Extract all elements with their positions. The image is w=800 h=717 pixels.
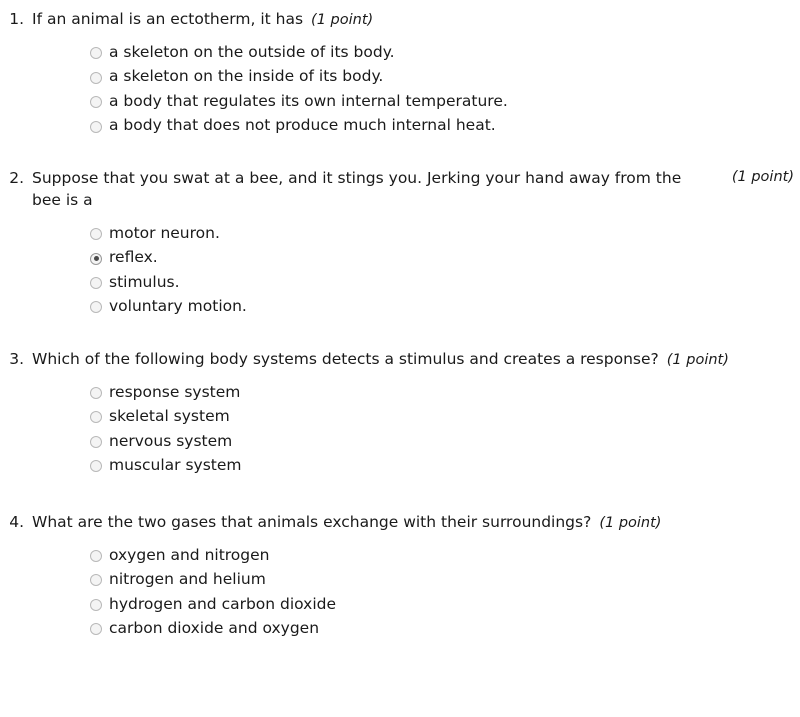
- radio-icon[interactable]: [90, 387, 102, 399]
- question-points: (1 point): [311, 12, 374, 28]
- option-label: a body that does not produce much internal heat.: [109, 116, 496, 135]
- question-text: If an animal is an ectotherm, it has: [32, 10, 304, 28]
- list-item[interactable]: [6, 65, 794, 87]
- question-header: [6, 167, 794, 212]
- option-label: response system: [109, 382, 241, 401]
- option-list: [6, 41, 794, 137]
- question-text-wrap: [32, 348, 794, 371]
- option-label: hydrogen and carbon dioxide: [109, 594, 337, 613]
- option-label: reflex.: [109, 248, 158, 267]
- option-label: a skeleton on the inside of its body.: [109, 67, 384, 86]
- radio-icon[interactable]: [90, 550, 102, 562]
- radio-icon[interactable]: [90, 253, 102, 265]
- list-item[interactable]: [6, 405, 794, 427]
- option-list: [6, 544, 794, 640]
- radio-icon[interactable]: [90, 436, 102, 448]
- question-number: 4.: [9, 512, 24, 531]
- question-block: [6, 348, 794, 477]
- radio-icon[interactable]: [90, 411, 102, 423]
- question-header: [6, 348, 794, 371]
- list-item[interactable]: [6, 544, 794, 566]
- question-block: [6, 167, 794, 318]
- list-item[interactable]: [6, 593, 794, 615]
- question-text: Which of the following body systems detects a stimulus and creates a response?: [32, 349, 659, 368]
- option-label: nitrogen and helium: [109, 570, 266, 589]
- radio-icon[interactable]: [90, 301, 102, 313]
- list-item[interactable]: [6, 568, 794, 590]
- question-header: [6, 8, 794, 31]
- list-item[interactable]: [6, 114, 794, 136]
- question-points: (1 point): [599, 514, 662, 531]
- radio-icon[interactable]: [90, 228, 102, 240]
- question-text: Suppose that you swat at a bee, and it stings you. Jerking your hand away from the bee is a: [32, 168, 682, 210]
- radio-icon[interactable]: [90, 574, 102, 586]
- question-block: [6, 8, 794, 137]
- list-item[interactable]: [6, 246, 794, 268]
- option-list: [6, 381, 794, 477]
- radio-icon[interactable]: [90, 47, 102, 59]
- list-item[interactable]: [6, 430, 794, 452]
- question-number: 3.: [9, 349, 24, 368]
- question-text-wrap: [32, 167, 794, 212]
- question-number: 1.: [9, 10, 24, 28]
- question-points: (1 point): [666, 351, 729, 368]
- question-points: (1 point): [731, 168, 794, 185]
- option-label: muscular system: [109, 456, 242, 475]
- list-item[interactable]: [6, 381, 794, 403]
- radio-icon[interactable]: [90, 277, 102, 289]
- option-label: a skeleton on the outside of its body.: [109, 43, 395, 62]
- list-item[interactable]: [6, 271, 794, 293]
- radio-icon[interactable]: [90, 599, 102, 611]
- radio-icon[interactable]: [90, 460, 102, 472]
- radio-icon[interactable]: [90, 121, 102, 133]
- radio-icon[interactable]: [90, 72, 102, 84]
- list-item[interactable]: [6, 41, 794, 63]
- radio-icon[interactable]: [90, 623, 102, 635]
- option-label: skeletal system: [109, 407, 230, 426]
- question-header: [6, 511, 794, 534]
- list-item[interactable]: [6, 454, 794, 476]
- option-label: motor neuron.: [109, 223, 220, 242]
- option-label: oxygen and nitrogen: [109, 545, 270, 564]
- option-label: a body that regulates its own internal temperature.: [109, 91, 508, 110]
- question-text-wrap: [32, 8, 794, 31]
- option-list: [6, 222, 794, 318]
- option-label: stimulus.: [109, 272, 180, 291]
- list-item[interactable]: [6, 295, 794, 317]
- list-item[interactable]: [6, 90, 794, 112]
- option-label: carbon dioxide and oxygen: [109, 619, 320, 638]
- list-item[interactable]: [6, 617, 794, 639]
- list-item[interactable]: [6, 222, 794, 244]
- question-number: 2.: [9, 168, 24, 187]
- option-label: voluntary motion.: [109, 297, 247, 316]
- question-block: [6, 511, 794, 640]
- option-label: nervous system: [109, 431, 233, 450]
- question-text: What are the two gases that animals exchange with their surroundings?: [32, 512, 592, 531]
- question-text-wrap: [32, 511, 794, 534]
- radio-icon[interactable]: [90, 96, 102, 108]
